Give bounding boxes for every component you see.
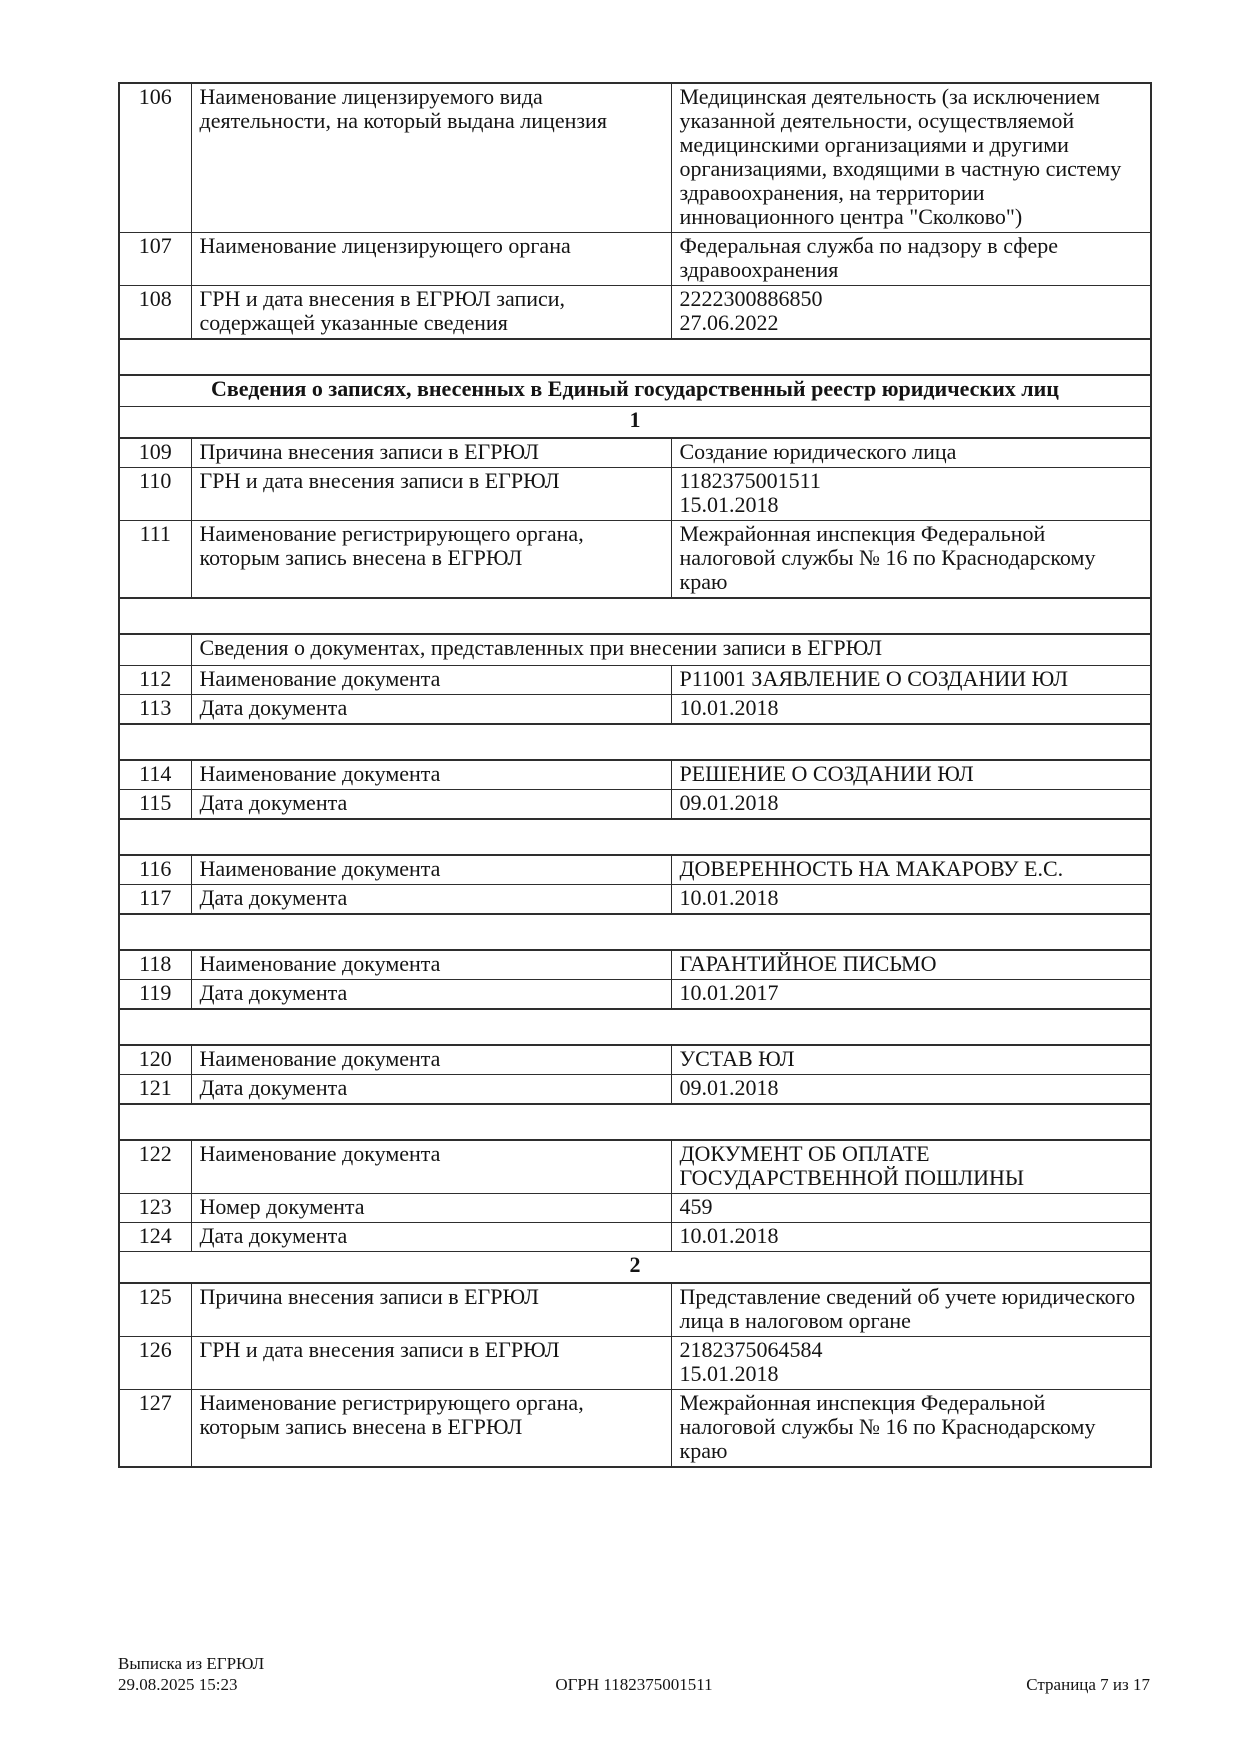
- row-value-cell: [671, 695, 1151, 725]
- table-row: [119, 1390, 1151, 1468]
- row-label-cell: Причина внесения записи в ЕГРЮЛ: [191, 1283, 671, 1337]
- row-number-cell: 125: [119, 1283, 191, 1337]
- table-row: [119, 233, 1151, 286]
- section-header: Сведения о записях, внесенных в Единый государственный реестр юридических лиц: [119, 375, 1151, 407]
- spacer-row: [119, 1009, 1151, 1045]
- row-number-cell: 115: [119, 790, 191, 820]
- value-line: 27.06.2022: [679, 310, 779, 335]
- value-line: 09.01.2018: [679, 1075, 779, 1100]
- row-number-cell: 108: [119, 286, 191, 340]
- row-label-cell: Номер документа: [191, 1194, 671, 1223]
- spacer-row: [119, 598, 1151, 634]
- spacer-row: [119, 914, 1151, 950]
- row-number-cell: 123: [119, 1194, 191, 1223]
- row-label-cell: ГРН и дата внесения записи в ЕГРЮЛ: [191, 1337, 671, 1390]
- row-number-cell: 116: [119, 855, 191, 885]
- record-number: 1: [119, 407, 1151, 439]
- spacer-cell: [119, 1009, 1151, 1045]
- value-line: Федеральная служба по надзору в сфере здравоохранения: [679, 233, 1059, 282]
- row-label-cell: Дата документа: [191, 1223, 671, 1252]
- table-row: [119, 1283, 1151, 1337]
- row-value-cell: [671, 666, 1151, 695]
- row-value-cell: [671, 885, 1151, 915]
- value-line: 10.01.2017: [679, 980, 779, 1005]
- documents-subheader-row: [119, 634, 1151, 666]
- spacer-row: [119, 339, 1151, 375]
- spacer-cell: [119, 819, 1151, 855]
- row-label-cell: Наименование документа: [191, 950, 671, 980]
- row-value-cell: [671, 1337, 1151, 1390]
- row-label-cell: Дата документа: [191, 980, 671, 1010]
- row-label-cell: ГРН и дата внесения записи в ЕГРЮЛ: [191, 468, 671, 521]
- table-row: [119, 980, 1151, 1010]
- row-value-cell: [671, 950, 1151, 980]
- row-label-cell: Наименование документа: [191, 666, 671, 695]
- value-line: ДОВЕРЕННОСТЬ НА МАКАРОВУ Е.С.: [679, 856, 1064, 881]
- row-number-cell: 120: [119, 1045, 191, 1075]
- value-line: 09.01.2018: [679, 790, 779, 815]
- table-row: [119, 83, 1151, 233]
- spacer-cell: [119, 1104, 1151, 1140]
- value-line: РЕШЕНИЕ О СОЗДАНИИ ЮЛ: [679, 761, 974, 786]
- row-value-cell: [671, 233, 1151, 286]
- spacer-cell: [119, 339, 1151, 375]
- record-number: 2: [119, 1252, 1151, 1284]
- row-number-cell: 107: [119, 233, 191, 286]
- page-indicator: Страница 7 из 17: [1026, 1675, 1150, 1694]
- value-line: 10.01.2018: [679, 695, 779, 720]
- table-row: [119, 885, 1151, 915]
- row-number-cell: 121: [119, 1075, 191, 1105]
- row-value-cell: [671, 286, 1151, 340]
- table-row: [119, 1337, 1151, 1390]
- spacer-cell: [119, 724, 1151, 760]
- value-line: Межрайонная инспекция Федеральной налоговой службы № 16 по Краснодарскому краю: [679, 1390, 1096, 1463]
- row-number-cell: 119: [119, 980, 191, 1010]
- row-label-cell: Наименование документа: [191, 1045, 671, 1075]
- row-value-cell: [671, 760, 1151, 790]
- row-label-cell: Наименование лицензируемого вида деятельности, на который выдана лицензия: [191, 83, 671, 233]
- row-label-cell: Наименование документа: [191, 855, 671, 885]
- table-row: [119, 666, 1151, 695]
- section-header-row: [119, 375, 1151, 407]
- table-row: [119, 521, 1151, 599]
- table-row: [119, 468, 1151, 521]
- spacer-cell: [119, 598, 1151, 634]
- row-label-cell: Наименование регистрирующего органа, которым запись внесена в ЕГРЮЛ: [191, 521, 671, 599]
- row-number-cell: 117: [119, 885, 191, 915]
- value-line: УСТАВ ЮЛ: [679, 1046, 795, 1071]
- table-row: [119, 695, 1151, 725]
- footer-left-block: [118, 1653, 462, 1695]
- row-number-cell: 110: [119, 468, 191, 521]
- egrul-extract-table: [118, 82, 1152, 1468]
- row-label-cell: Дата документа: [191, 1075, 671, 1105]
- row-value-cell: [671, 83, 1151, 233]
- row-value-cell: [671, 1075, 1151, 1105]
- row-number-cell: 126: [119, 1337, 191, 1390]
- row-value-cell: [671, 1223, 1151, 1252]
- row-label-cell: Дата документа: [191, 885, 671, 915]
- row-value-cell: [671, 855, 1151, 885]
- table-row: [119, 1045, 1151, 1075]
- row-number-cell: 124: [119, 1223, 191, 1252]
- row-value-cell: [671, 1390, 1151, 1468]
- spacer-row: [119, 819, 1151, 855]
- table-row: [119, 1194, 1151, 1223]
- page-footer: [118, 1653, 1150, 1695]
- row-number-cell: 118: [119, 950, 191, 980]
- value-line: ДОКУМЕНТ ОБ ОПЛАТЕ ГОСУДАРСТВЕННОЙ ПОШЛИНЫ: [679, 1141, 1025, 1190]
- table-row: [119, 855, 1151, 885]
- table-row: [119, 790, 1151, 820]
- table-row: [119, 950, 1151, 980]
- value-line: Межрайонная инспекция Федеральной налоговой службы № 16 по Краснодарскому краю: [679, 521, 1096, 594]
- row-value-cell: [671, 1194, 1151, 1223]
- ogrn-label: ОГРН 1182375001511: [555, 1675, 713, 1694]
- row-value-cell: [671, 468, 1151, 521]
- value-line: Р11001 ЗАЯВЛЕНИЕ О СОЗДАНИИ ЮЛ: [679, 666, 1069, 691]
- document-type-label: Выписка из ЕГРЮЛ: [118, 1654, 265, 1673]
- value-line: 1182375001511: [679, 468, 821, 493]
- row-number-cell: 127: [119, 1390, 191, 1468]
- row-number-cell: [119, 634, 191, 666]
- value-line: Создание юридического лица: [679, 439, 957, 464]
- value-line: ГАРАНТИЙНОЕ ПИСЬМО: [679, 951, 937, 976]
- row-value-cell: [671, 980, 1151, 1010]
- table-row: [119, 1223, 1151, 1252]
- value-line: Представление сведений об учете юридического лица в налоговом органе: [679, 1284, 1136, 1333]
- row-number-cell: 106: [119, 83, 191, 233]
- row-label-cell: Причина внесения записи в ЕГРЮЛ: [191, 438, 671, 468]
- row-label-cell: Дата документа: [191, 695, 671, 725]
- table-row: [119, 438, 1151, 468]
- documents-subheader: Сведения о документах, представленных при внесении записи в ЕГРЮЛ: [191, 634, 1151, 666]
- table-row: [119, 1075, 1151, 1105]
- row-value-cell: [671, 521, 1151, 599]
- value-line: 15.01.2018: [679, 1361, 779, 1386]
- row-number-cell: 114: [119, 760, 191, 790]
- row-label-cell: ГРН и дата внесения в ЕГРЮЛ записи, содержащей указанные сведения: [191, 286, 671, 340]
- value-line: 10.01.2018: [679, 1223, 779, 1248]
- spacer-row: [119, 1104, 1151, 1140]
- value-line: 10.01.2018: [679, 885, 779, 910]
- row-label-cell: Наименование документа: [191, 760, 671, 790]
- record-number-row: [119, 407, 1151, 439]
- row-number-cell: 112: [119, 666, 191, 695]
- row-label-cell: Дата документа: [191, 790, 671, 820]
- value-line: 2182375064584: [679, 1337, 823, 1362]
- row-label-cell: Наименование лицензирующего органа: [191, 233, 671, 286]
- spacer-row: [119, 724, 1151, 760]
- row-value-cell: [671, 1283, 1151, 1337]
- row-value-cell: [671, 1140, 1151, 1194]
- value-line: 459: [679, 1194, 713, 1219]
- row-value-cell: [671, 1045, 1151, 1075]
- row-value-cell: [671, 438, 1151, 468]
- egrul-table-body: [119, 83, 1151, 1467]
- row-number-cell: 122: [119, 1140, 191, 1194]
- row-number-cell: 109: [119, 438, 191, 468]
- spacer-cell: [119, 914, 1151, 950]
- record-number-row: [119, 1252, 1151, 1284]
- row-number-cell: 113: [119, 695, 191, 725]
- value-line: 15.01.2018: [679, 492, 779, 517]
- value-line: Медицинская деятельность (за исключением указанной деятельности, осуществляемой медицинскими организациями и другими организациями, входящими в частную систему здравоохранения, на территории инновационного центра "Сколково"): [679, 84, 1122, 229]
- table-row: [119, 286, 1151, 340]
- row-number-cell: 111: [119, 521, 191, 599]
- table-row: [119, 760, 1151, 790]
- value-line: 2222300886850: [679, 286, 823, 311]
- row-value-cell: [671, 790, 1151, 820]
- table-row: [119, 1140, 1151, 1194]
- row-label-cell: Наименование документа: [191, 1140, 671, 1194]
- row-label-cell: Наименование регистрирующего органа, которым запись внесена в ЕГРЮЛ: [191, 1390, 671, 1468]
- export-timestamp: 29.08.2025 15:23: [118, 1675, 238, 1694]
